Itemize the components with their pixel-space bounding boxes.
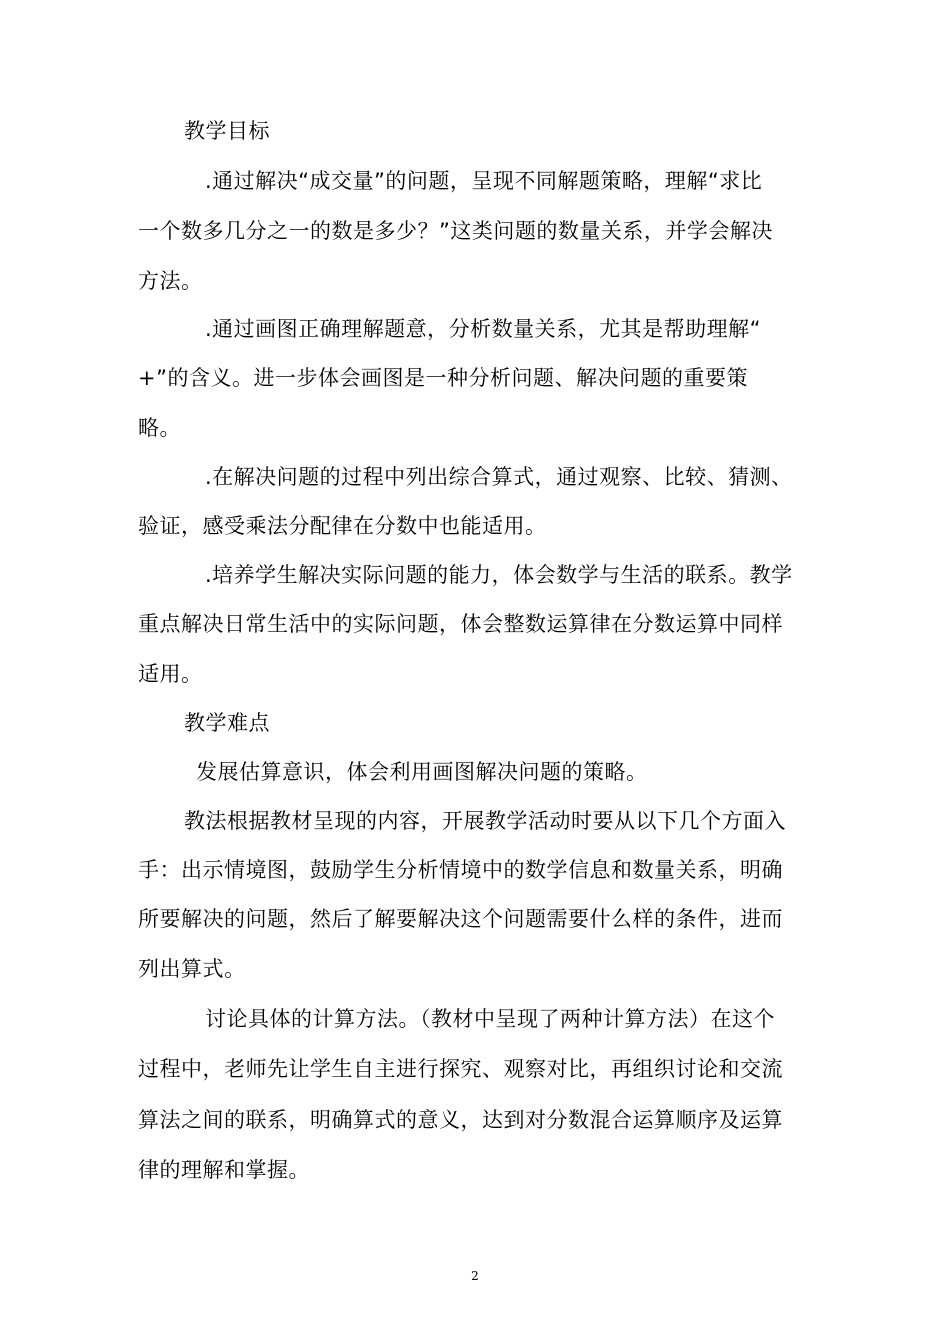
paragraph-line: 适用。 [138, 662, 203, 686]
paragraph-line: 发展估算意识，体会利用画图解决问题的策略。 [196, 760, 648, 784]
paragraph-line: 过程中，老师先让学生自主进行探究、观察对比，再组织讨论和交流 [138, 1057, 783, 1081]
paragraph-line: 列出算式。 [138, 957, 246, 981]
paragraph-line: 重点解决日常生活中的实际问题，体会整数运算律在分数运算中同样 [138, 612, 783, 636]
paragraph-line: 教法根据教材呈现的内容，开展教学活动时要从以下几个方面入 [184, 809, 786, 833]
paragraph-line: 方法。 [138, 269, 203, 293]
paragraph-line: 讨论具体的计算方法。（教材中呈现了两种计算方法）在这个 [205, 1007, 775, 1031]
paragraph-line: 所要解决的问题，然后了解要解决这个问题需要什么样的条件，进而 [138, 907, 783, 931]
paragraph-line: .通过画图正确理解题意，分析数量关系，尤其是帮助理解“ [205, 317, 762, 341]
paragraph-line: .在解决问题的过程中列出综合算式，通过观察、比较、猜测、 [205, 465, 793, 489]
heading-teaching-goals: 教学目标 [184, 119, 270, 143]
paragraph-line: .通过解决“成交量”的问题，呈现不同解题策略，理解“求比 [205, 169, 763, 193]
page-number: 2 [471, 1269, 479, 1283]
paragraph-line: 验证，感受乘法分配律在分数中也能适用。 [138, 514, 547, 538]
heading-teaching-difficulties: 教学难点 [184, 711, 270, 735]
paragraph-line: 律的理解和掌握。 [138, 1158, 310, 1182]
paragraph-line: 略。 [138, 416, 181, 440]
paragraph-line: 算法之间的联系，明确算式的意义，达到对分数混合运算顺序及运算 [138, 1108, 783, 1132]
paragraph-line: 手：出示情境图，鼓励学生分析情境中的数学信息和数量关系，明确 [138, 858, 783, 882]
paragraph-line: +”的含义。进一步体会画图是一种分析问题、解决问题的重要策 [138, 366, 748, 390]
paragraph-line: 一个数多几分之一的数是多少？”这类问题的数量关系，并学会解决 [138, 219, 773, 243]
paragraph-line: .培养学生解决实际问题的能力，体会数学与生活的联系。教学 [205, 563, 793, 587]
